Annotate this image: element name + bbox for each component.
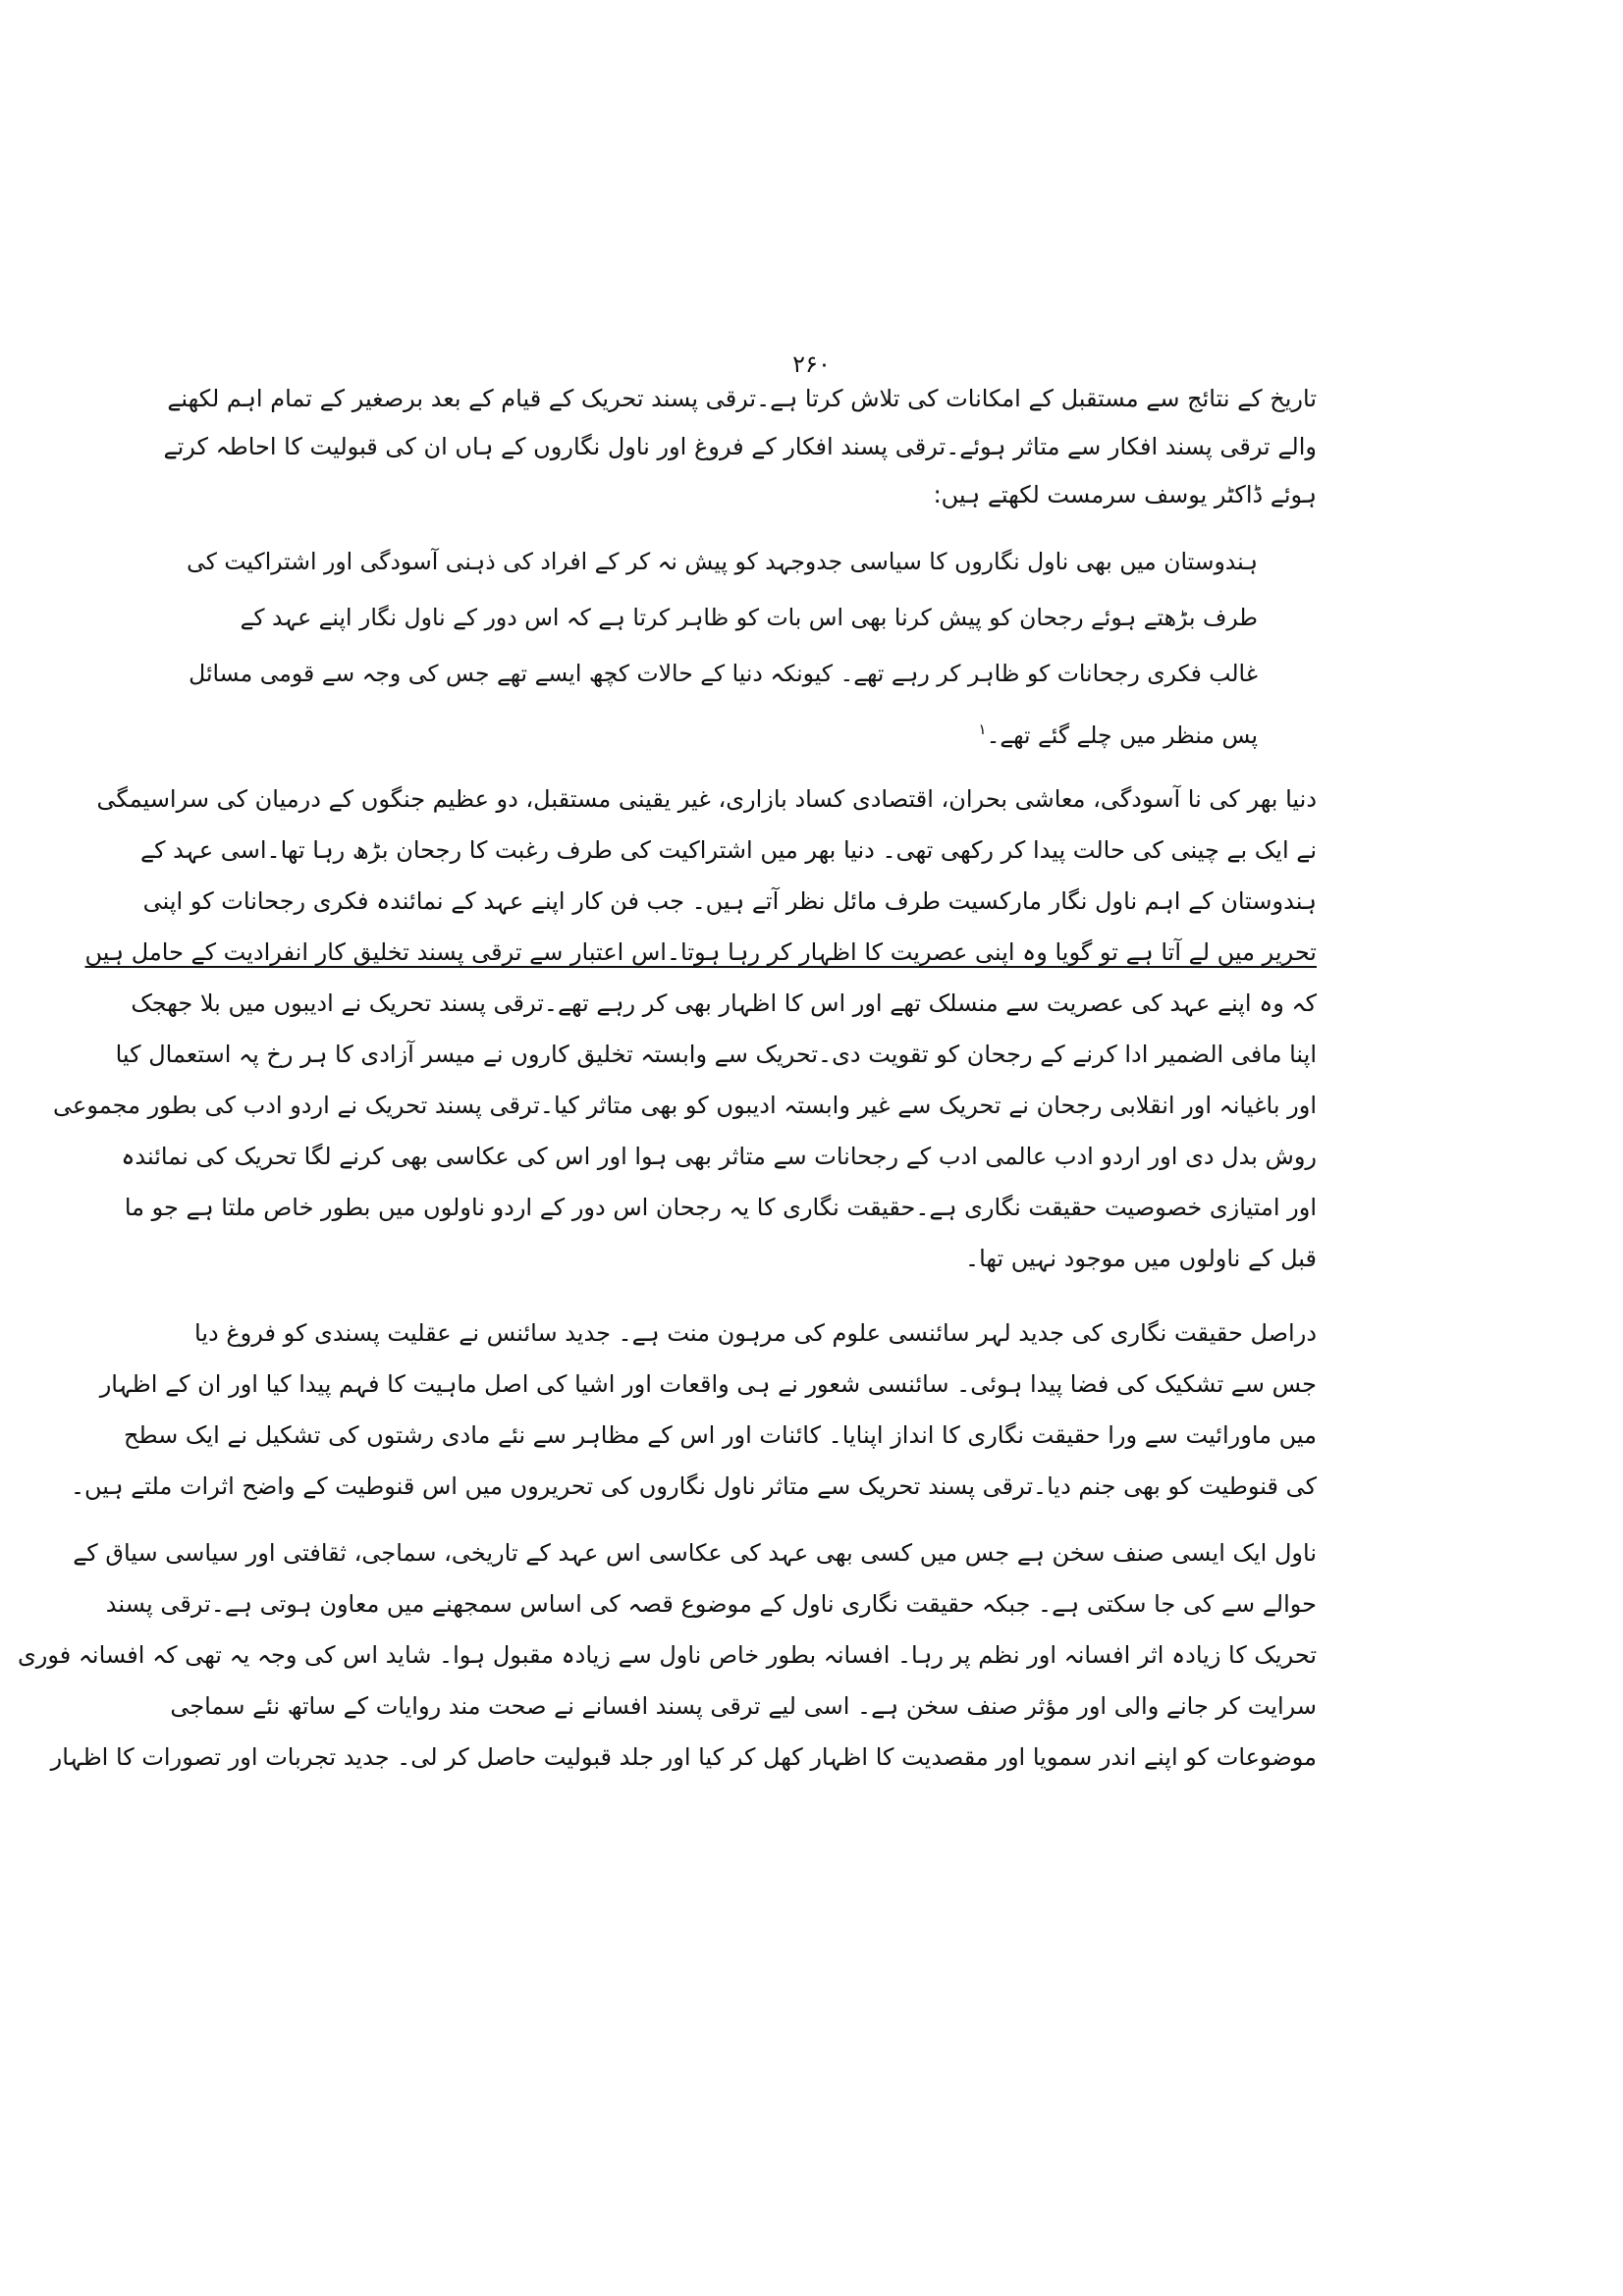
footnote-mark: ۱	[978, 721, 987, 738]
paragraph-2-line-10: قبل کے ناولوں میں موجود نہیں تھا۔	[965, 1245, 1317, 1272]
paragraph-2-line-9: اور امتیازی خصوصیت حقیقت نگاری ہے۔حقیقت نگاری کا یہ رجحان اس دور کے اردو ناولوں میں بطور خاص ملتا ہے جو ما	[124, 1194, 1317, 1221]
paragraph-3-line-4: کی قنوطیت کو بھی جنم دیا۔ترقی پسند تحریک سے متاثر ناول نگاروں کی تحریروں میں اس قنوطیت کے واضح اثرات ملتے ہیں۔	[70, 1472, 1317, 1500]
paragraph-4-line-3: تحریک کا زیادہ اثر افسانہ اور نظم پر رہا۔ افسانہ بطور خاص ناول سے زیادہ مقبول ہوا۔ شاید اس کی وجہ یہ تھی کہ افسانہ فوری	[17, 1641, 1317, 1669]
paragraph-2-line-7: اور باغیانہ اور انقلابی رجحان نے تحریک سے غیر وابستہ ادیبوں کو بھی متاثر کیا۔ترقی پسند تحریک نے اردو ادب کی بطور مجموعی	[53, 1092, 1317, 1119]
paragraph-1-line-3: ہوئے ڈاکٹر یوسف سرمست لکھتے ہیں:	[933, 481, 1317, 508]
paragraph-2-line-2: نے ایک بے چینی کی حالت پیدا کر رکھی تھی۔ دنیا بھر میں اشتراکیت کی طرف رغبت کا رجحان بڑھ رہا تھا۔اسی عہد کے	[140, 836, 1317, 864]
paragraph-2-line-3: ہندوستان کے اہم ناول نگار مارکسیت طرف مائل نظر آتے ہیں۔ جب فن کار اپنے عہد کے نمائندہ فکری رجحانات کو اپنی	[142, 887, 1317, 915]
paragraph-4-line-2: حوالے سے کی جا سکتی ہے۔ جبکہ حقیقت نگاری ناول کے موضوع قصہ کی اساس سمجھنے میں معاون ہوتی ہے۔ترقی پسند	[105, 1590, 1317, 1618]
paragraph-2-line-8: روش بدل دی اور اردو ادب عالمی ادب کے رجحانات سے متاثر بھی ہوا اور اس کی عکاسی بھی کرنے لگا تحریک کی نمائندہ	[121, 1143, 1317, 1170]
paragraph-3-line-3: میں ماورائیت سے ورا حقیقت نگاری کا انداز اپنایا۔ کائنات اور اس کے مظاہر سے نئے مادی رشتوں کی تشکیل نے ایک سطح	[123, 1421, 1317, 1449]
paragraph-2-line-4: تحریر میں لے آتا ہے تو گویا وہ اپنی عصریت کا اظہار کر رہا ہوتا۔اس اعتبار سے ترقی پسند تخلیق کار انفرادیت کے حامل ہیں	[84, 938, 1317, 966]
quote-line-1: ہندوستان میں بھی ناول نگاروں کا سیاسی جدوجہد کو پیش نہ کر کے افراد کی ذہنی آسودگی اور اشتراکیت کی	[187, 548, 1258, 575]
paragraph-4-line-5: موضوعات کو اپنے اندر سمویا اور مقصدیت کا اظہار کھل کر کیا اور جلد قبولیت حاصل کر لی۔ جدید تجربات اور تصورات کا اظہار	[50, 1743, 1317, 1771]
page-number: ۲۶۰	[792, 350, 831, 378]
quote-line-4	[299, 712, 1258, 757]
paragraph-4-line-1: ناول ایک ایسی صنف سخن ہے جس میں کسی بھی عہد کی عکاسی اس عہد کے تاریخی، سماجی، ثقافتی اور سیاسی سیاق کے	[73, 1539, 1317, 1567]
paragraph-3-line-2: جس سے تشکیک کی فضا پیدا ہوئی۔ سائنسی شعور نے ہی واقعات اور اشیا کی اصل ماہیت کا فہم پیدا کیا اور ان کے اظہار	[99, 1370, 1317, 1398]
paragraph-2-line-6: اپنا مافی الضمیر ادا کرنے کے رجحان کو تقویت دی۔تحریک سے وابستہ تخلیق کاروں نے میسر آزادی کا ہر رخ پہ استعمال کیا	[115, 1041, 1317, 1068]
paragraph-2-line-5: کہ وہ اپنے عہد کی عصریت سے منسلک تھے اور اس کا اظہار بھی کر رہے تھے۔ترقی پسند تحریک نے ادیبوں میں بلا جھجک	[131, 989, 1317, 1017]
paragraph-1-line-1: تاریخ کے نتائج سے مستقبل کے امکانات کی تلاش کرتا ہے۔ترقی پسند تحریک کے قیام کے بعد برصغیر کے تمام اہم لکھنے	[167, 385, 1317, 412]
paragraph-3-line-1: دراصل حقیقت نگاری کی جدید لہر سائنسی علوم کی مرہون منت ہے۔ جدید سائنس نے عقلیت پسندی کو فروغ دیا	[194, 1319, 1317, 1347]
paragraph-4-line-4: سرایت کر جانے والی اور مؤثر صنف سخن ہے۔ اسی لیے ترقی پسند افسانے نے صحت مند روایات کے ساتھ نئے سماجی	[170, 1692, 1317, 1720]
paragraph-1-line-2: والے ترقی پسند افکار سے متاثر ہوئے۔ترقی پسند افکار کے فروغ اور ناول نگاروں کے ہاں ان کی قبولیت کا احاطہ کرتے	[163, 433, 1317, 460]
quote-line-4-text: پس منظر میں چلے گئے تھے۔	[986, 721, 1258, 749]
quote-line-2: طرف بڑھتے ہوئے رجحان کو پیش کرنا بھی اس بات کو ظاہر کرتا ہے کہ اس دور کے ناول نگار اپنے عہد کے	[240, 604, 1258, 631]
quote-line-3: غالب فکری رجحانات کو ظاہر کر رہے تھے۔ کیونکہ دنیا کے حالات کچھ ایسے تھے جس کی وجہ سے قومی مسائل	[189, 660, 1258, 687]
paragraph-2-line-1: دنیا بھر کی نا آسودگی، معاشی بحران، اقتصادی کساد بازاری، غیر یقینی مستقبل، دو عظیم جنگوں کے درمیان کی سراسیمگی	[96, 785, 1317, 813]
